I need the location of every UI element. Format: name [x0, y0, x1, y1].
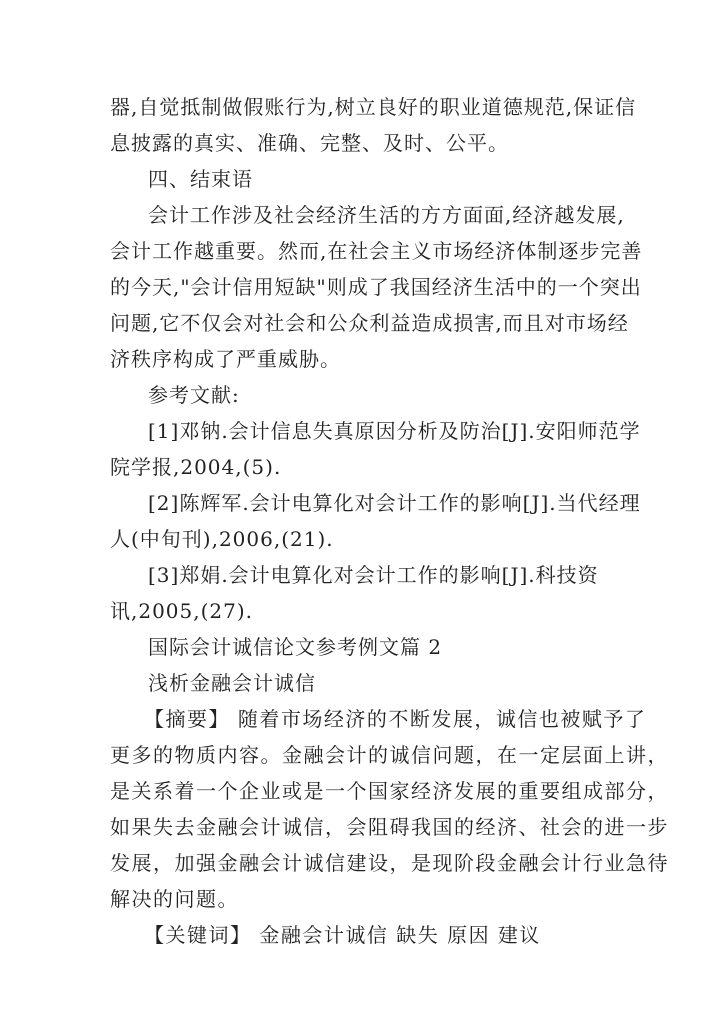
body-text-line: 的今天,"会计信用短缺"则成了我国经济生活中的一个突出: [110, 275, 642, 299]
reference-item-continued: 院学报,2004,(5).: [110, 455, 282, 479]
keywords-line: 【关键词】 金融会计诚信 缺失 原因 建议: [144, 923, 541, 947]
abstract-line: 如果失去金融会计诚信，会阻碍我国的经济、社会的进一步: [110, 815, 669, 839]
article-heading: 国际会计诚信论文参考例文篇 2: [148, 635, 443, 659]
body-text-line: 器,自觉抵制做假账行为,树立良好的职业道德规范,保证信: [110, 95, 637, 119]
body-text-line: 济秩序构成了严重威胁。: [110, 347, 341, 371]
reference-item-continued: 人(中旬刊),2006,(21).: [110, 527, 334, 551]
section-heading: 四、结束语: [148, 167, 253, 191]
reference-item: [2]陈辉军.会计电算化对会计工作的影响[J].当代经理: [148, 491, 641, 515]
body-text-line: 会计工作涉及社会经济生活的方方面面,经济越发展,: [148, 203, 625, 227]
abstract-line: 更多的物质内容。金融会计的诚信问题，在一定层面上讲，: [110, 743, 669, 767]
abstract-line: 是关系着一个企业或是一个国家经济发展的重要组成部分，: [110, 779, 669, 803]
abstract-line: 解决的问题。: [110, 887, 239, 911]
reference-item: [3]郑娟.会计电算化对会计工作的影响[J].科技资: [148, 563, 599, 587]
body-text-line: 问题,它不仅会对社会和公众利益造成损害,而且对市场经: [110, 311, 629, 335]
references-heading: 参考文献:: [148, 383, 240, 407]
abstract-line: 发展，加强金融会计诚信建设，是现阶段金融会计行业急待: [110, 851, 669, 875]
reference-item: [1]邓钠.会计信息失真原因分析及防治[J].安阳师范学: [148, 419, 641, 443]
article-title: 浅析金融会计诚信: [148, 671, 316, 695]
body-text-line: 会计工作越重要。然而,在社会主义市场经济体制逐步完善: [110, 239, 643, 263]
reference-item-continued: 讯,2005,(27).: [110, 599, 254, 623]
body-text-line: 息披露的真实、准确、完整、及时、公平。: [110, 131, 509, 155]
abstract-line: 【摘要】 随着市场经济的不断发展，诚信也被赋予了: [144, 707, 647, 731]
